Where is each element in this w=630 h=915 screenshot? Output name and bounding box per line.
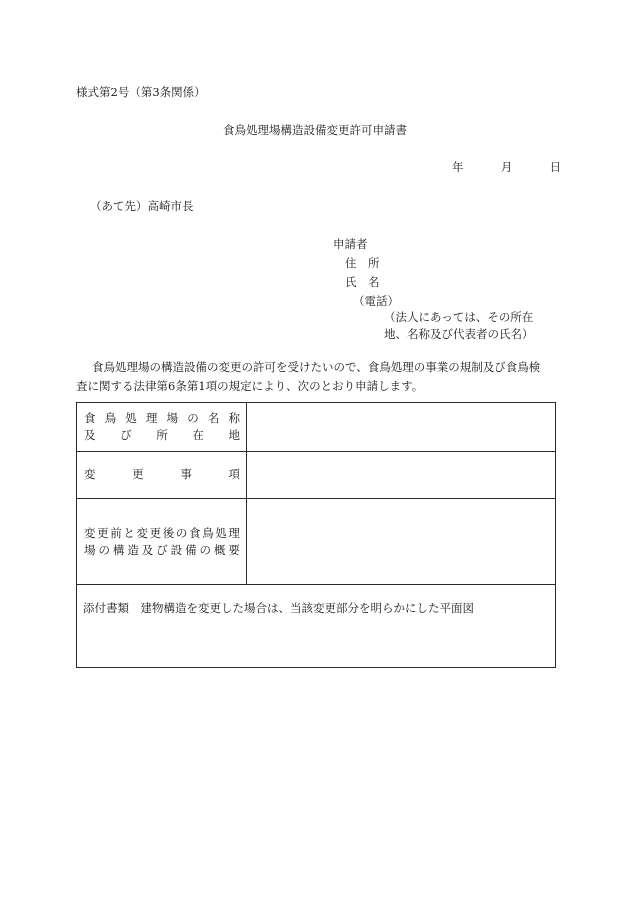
facility-name-row: [77, 403, 555, 452]
applicant-label: 申請者: [333, 237, 368, 251]
label-char: 更: [149, 526, 162, 540]
attachments-row: [77, 585, 555, 668]
date-day-label: 日: [549, 160, 562, 174]
date-year-label: 年: [452, 160, 464, 174]
attachments-text: 添付書類 建物構造を変更した場合は、当該変更部分を明らかにした平面図: [83, 601, 474, 615]
label-char: 食: [189, 526, 201, 540]
name-label: 氏 名: [345, 275, 380, 289]
facility-name-label: [77, 403, 247, 451]
label-char: 概: [213, 543, 226, 557]
label-char: 及: [84, 428, 96, 442]
facility-name-value[interactable]: [247, 403, 555, 451]
label-char: と: [123, 526, 135, 540]
change-overview-label: [77, 499, 247, 584]
document-title: 食鳥処理場構造設備変更許可申請書: [223, 123, 407, 137]
label-char: 場: [166, 411, 179, 425]
label-char: 後: [162, 526, 175, 540]
label-line: [84, 528, 240, 540]
label-char: 前: [110, 526, 122, 540]
label-char: 理: [228, 526, 240, 540]
label-char: 変: [84, 467, 96, 481]
label-char: 要: [228, 543, 240, 557]
change-items-label: [77, 452, 247, 498]
form-number: 様式第2号（第3条関係）: [76, 85, 206, 99]
label-char: 構: [112, 543, 125, 557]
body-text-line-1: 食鳥処理場の構造設備の変更の許可を受けたいので、食鳥処理の事業の規制及び食鳥検: [92, 360, 541, 374]
label-char: 項: [228, 467, 240, 481]
change-overview-row: [77, 499, 555, 585]
label-char: 備: [185, 543, 197, 557]
label-char: び: [120, 428, 132, 442]
label-line: [84, 469, 240, 481]
label-char: 処: [125, 411, 137, 425]
label-line: [84, 545, 240, 557]
label-char: 変: [84, 526, 96, 540]
label-char: 鳥: [104, 411, 117, 425]
corporate-note-line-1: （法人にあっては、その所在: [384, 310, 534, 324]
label-char: 更: [132, 467, 144, 481]
label-char: 称: [228, 411, 240, 425]
label-char: の: [98, 543, 110, 557]
change-items-row: [77, 452, 555, 499]
label-char: 食: [84, 411, 96, 425]
label-char: 場: [84, 543, 96, 557]
date-month-label: 月: [500, 160, 513, 174]
label-char: の: [187, 411, 199, 425]
label-char: の: [199, 543, 211, 557]
label-char: 及: [141, 543, 154, 557]
corporate-note-line-2: 地、名称及び代表者の氏名）: [384, 327, 534, 341]
label-char: 設: [170, 543, 183, 557]
label-char: の: [175, 526, 188, 540]
label-char: 変: [136, 526, 148, 540]
label-char: 更: [97, 526, 109, 540]
label-char: び: [156, 543, 168, 557]
label-char: 造: [127, 543, 139, 557]
change-items-value[interactable]: [247, 452, 555, 498]
label-char: 所: [156, 428, 168, 442]
address-label: 住 所: [345, 256, 380, 270]
label-char: 在: [192, 428, 204, 442]
date-line: [452, 162, 561, 174]
label-char: 処: [215, 526, 227, 540]
application-table: [76, 402, 556, 668]
label-char: 地: [228, 428, 240, 442]
label-line: [84, 430, 240, 442]
label-char: 理: [145, 411, 158, 425]
phone-label: （電話）: [353, 294, 399, 308]
label-char: 事: [180, 467, 192, 481]
change-overview-value[interactable]: [247, 499, 555, 584]
label-char: 鳥: [202, 526, 214, 540]
addressee: （あて先）高崎市長: [90, 199, 194, 213]
label-line: [84, 413, 240, 425]
label-char: 名: [207, 411, 220, 425]
body-text-line-2: 査に関する法律第6条第1項の規定により、次のとおり申請します。: [76, 379, 424, 393]
